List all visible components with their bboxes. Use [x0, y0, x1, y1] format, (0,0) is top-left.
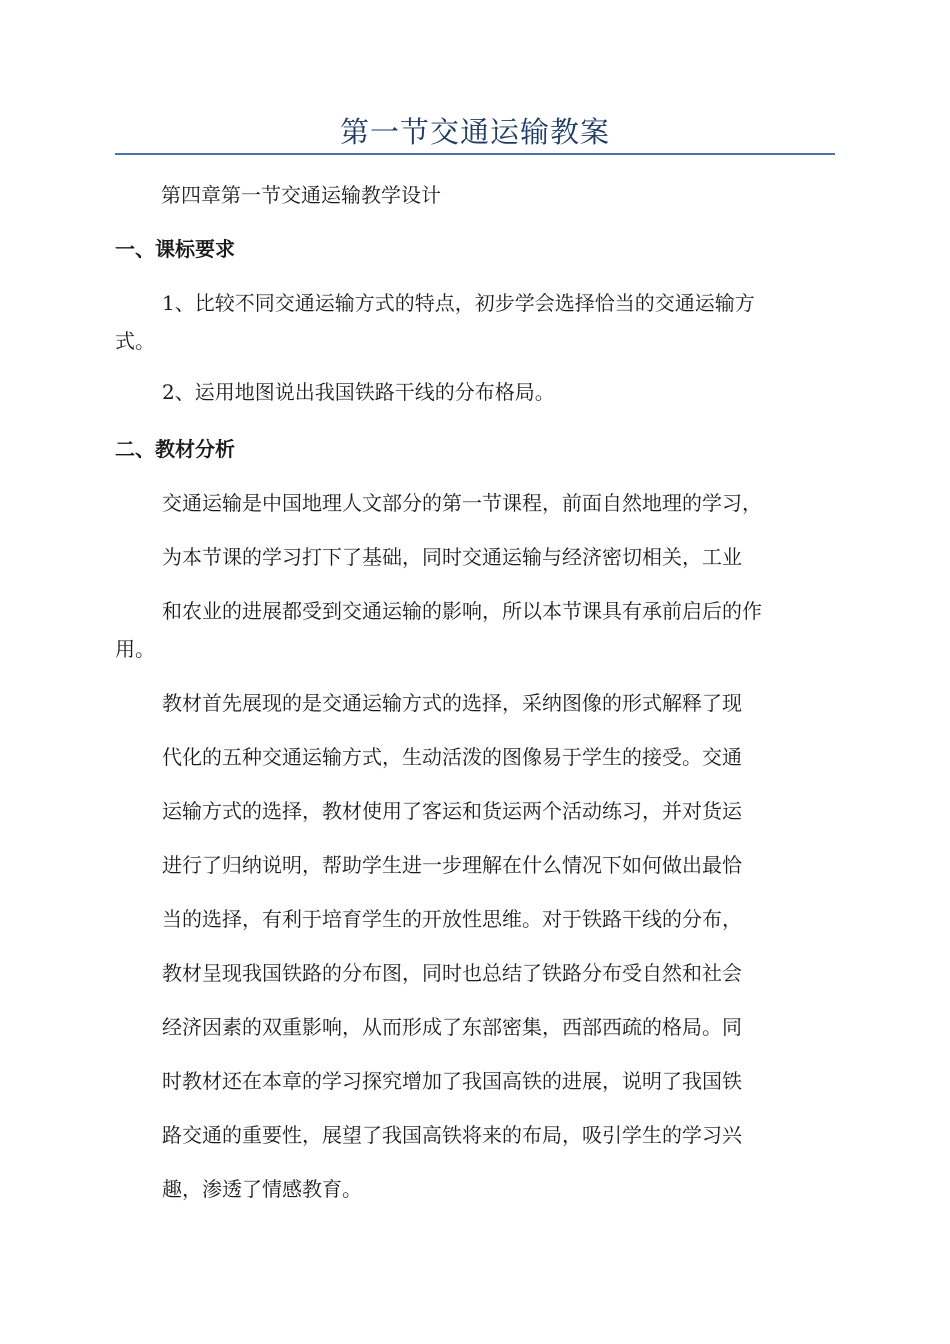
standards-item-1-line: 1、比较不同交通运输方式的特点，初步学会选择恰当的交通运输方: [162, 291, 755, 315]
analysis-p2-line: 时教材还在本章的学习探究增加了我国高铁的进展，说明了我国铁: [162, 1069, 742, 1093]
document-title: 第一节交通运输教案: [339, 115, 610, 149]
section-heading-standards: 一、课标要求: [115, 237, 235, 261]
analysis-p1-line: 交通运输是中国地理人文部分的第一节课程，前面自然地理的学习，: [162, 491, 762, 515]
standards-item-1-tail: 式。: [115, 329, 155, 353]
analysis-paragraph-1: [162, 484, 812, 638]
analysis-p2-line: 代化的五种交通运输方式，生动活泼的图像易于学生的接受。交通: [162, 745, 742, 769]
analysis-p2-line: 教材呈现我国铁路的分布图，同时也总结了铁路分布受自然和社会: [162, 961, 742, 985]
analysis-p2-line: 进行了归纳说明，帮助学生进一步理解在什么情况下如何做出最恰: [162, 853, 742, 877]
title-underline: [115, 153, 835, 155]
analysis-p2-line: 当的选择，有利于培育学生的开放性思维。对于铁路干线的分布，: [162, 907, 742, 931]
analysis-paragraph-2: [162, 676, 812, 1216]
document-subtitle: 第四章第一节交通运输教学设计: [161, 183, 441, 207]
analysis-p1-tail: 用。: [115, 637, 155, 661]
analysis-p2-line: 路交通的重要性，展望了我国高铁将来的布局，吸引学生的学习兴: [162, 1123, 742, 1147]
standards-item-2: 2、运用地图说出我国铁路干线的分布格局。: [162, 380, 555, 404]
analysis-p2-line: 趣，渗透了情感教育。: [162, 1177, 362, 1201]
analysis-p2-line: 经济因素的双重影响，从而形成了东部密集，西部西疏的格局。同: [162, 1015, 742, 1039]
analysis-p2-line: 运输方式的选择，教材使用了客运和货运两个活动练习，并对货运: [162, 799, 742, 823]
analysis-p2-line: 教材首先展现的是交通运输方式的选择，采纳图像的形式解释了现: [162, 691, 742, 715]
standards-item-1: [162, 284, 812, 322]
section-heading-analysis: 二、教材分析: [115, 437, 235, 461]
analysis-p1-line: 为本节课的学习打下了基础，同时交通运输与经济密切相关，工业: [162, 545, 742, 569]
analysis-p1-line: 和农业的进展都受到交通运输的影响，所以本节课具有承前启后的作: [162, 599, 762, 623]
